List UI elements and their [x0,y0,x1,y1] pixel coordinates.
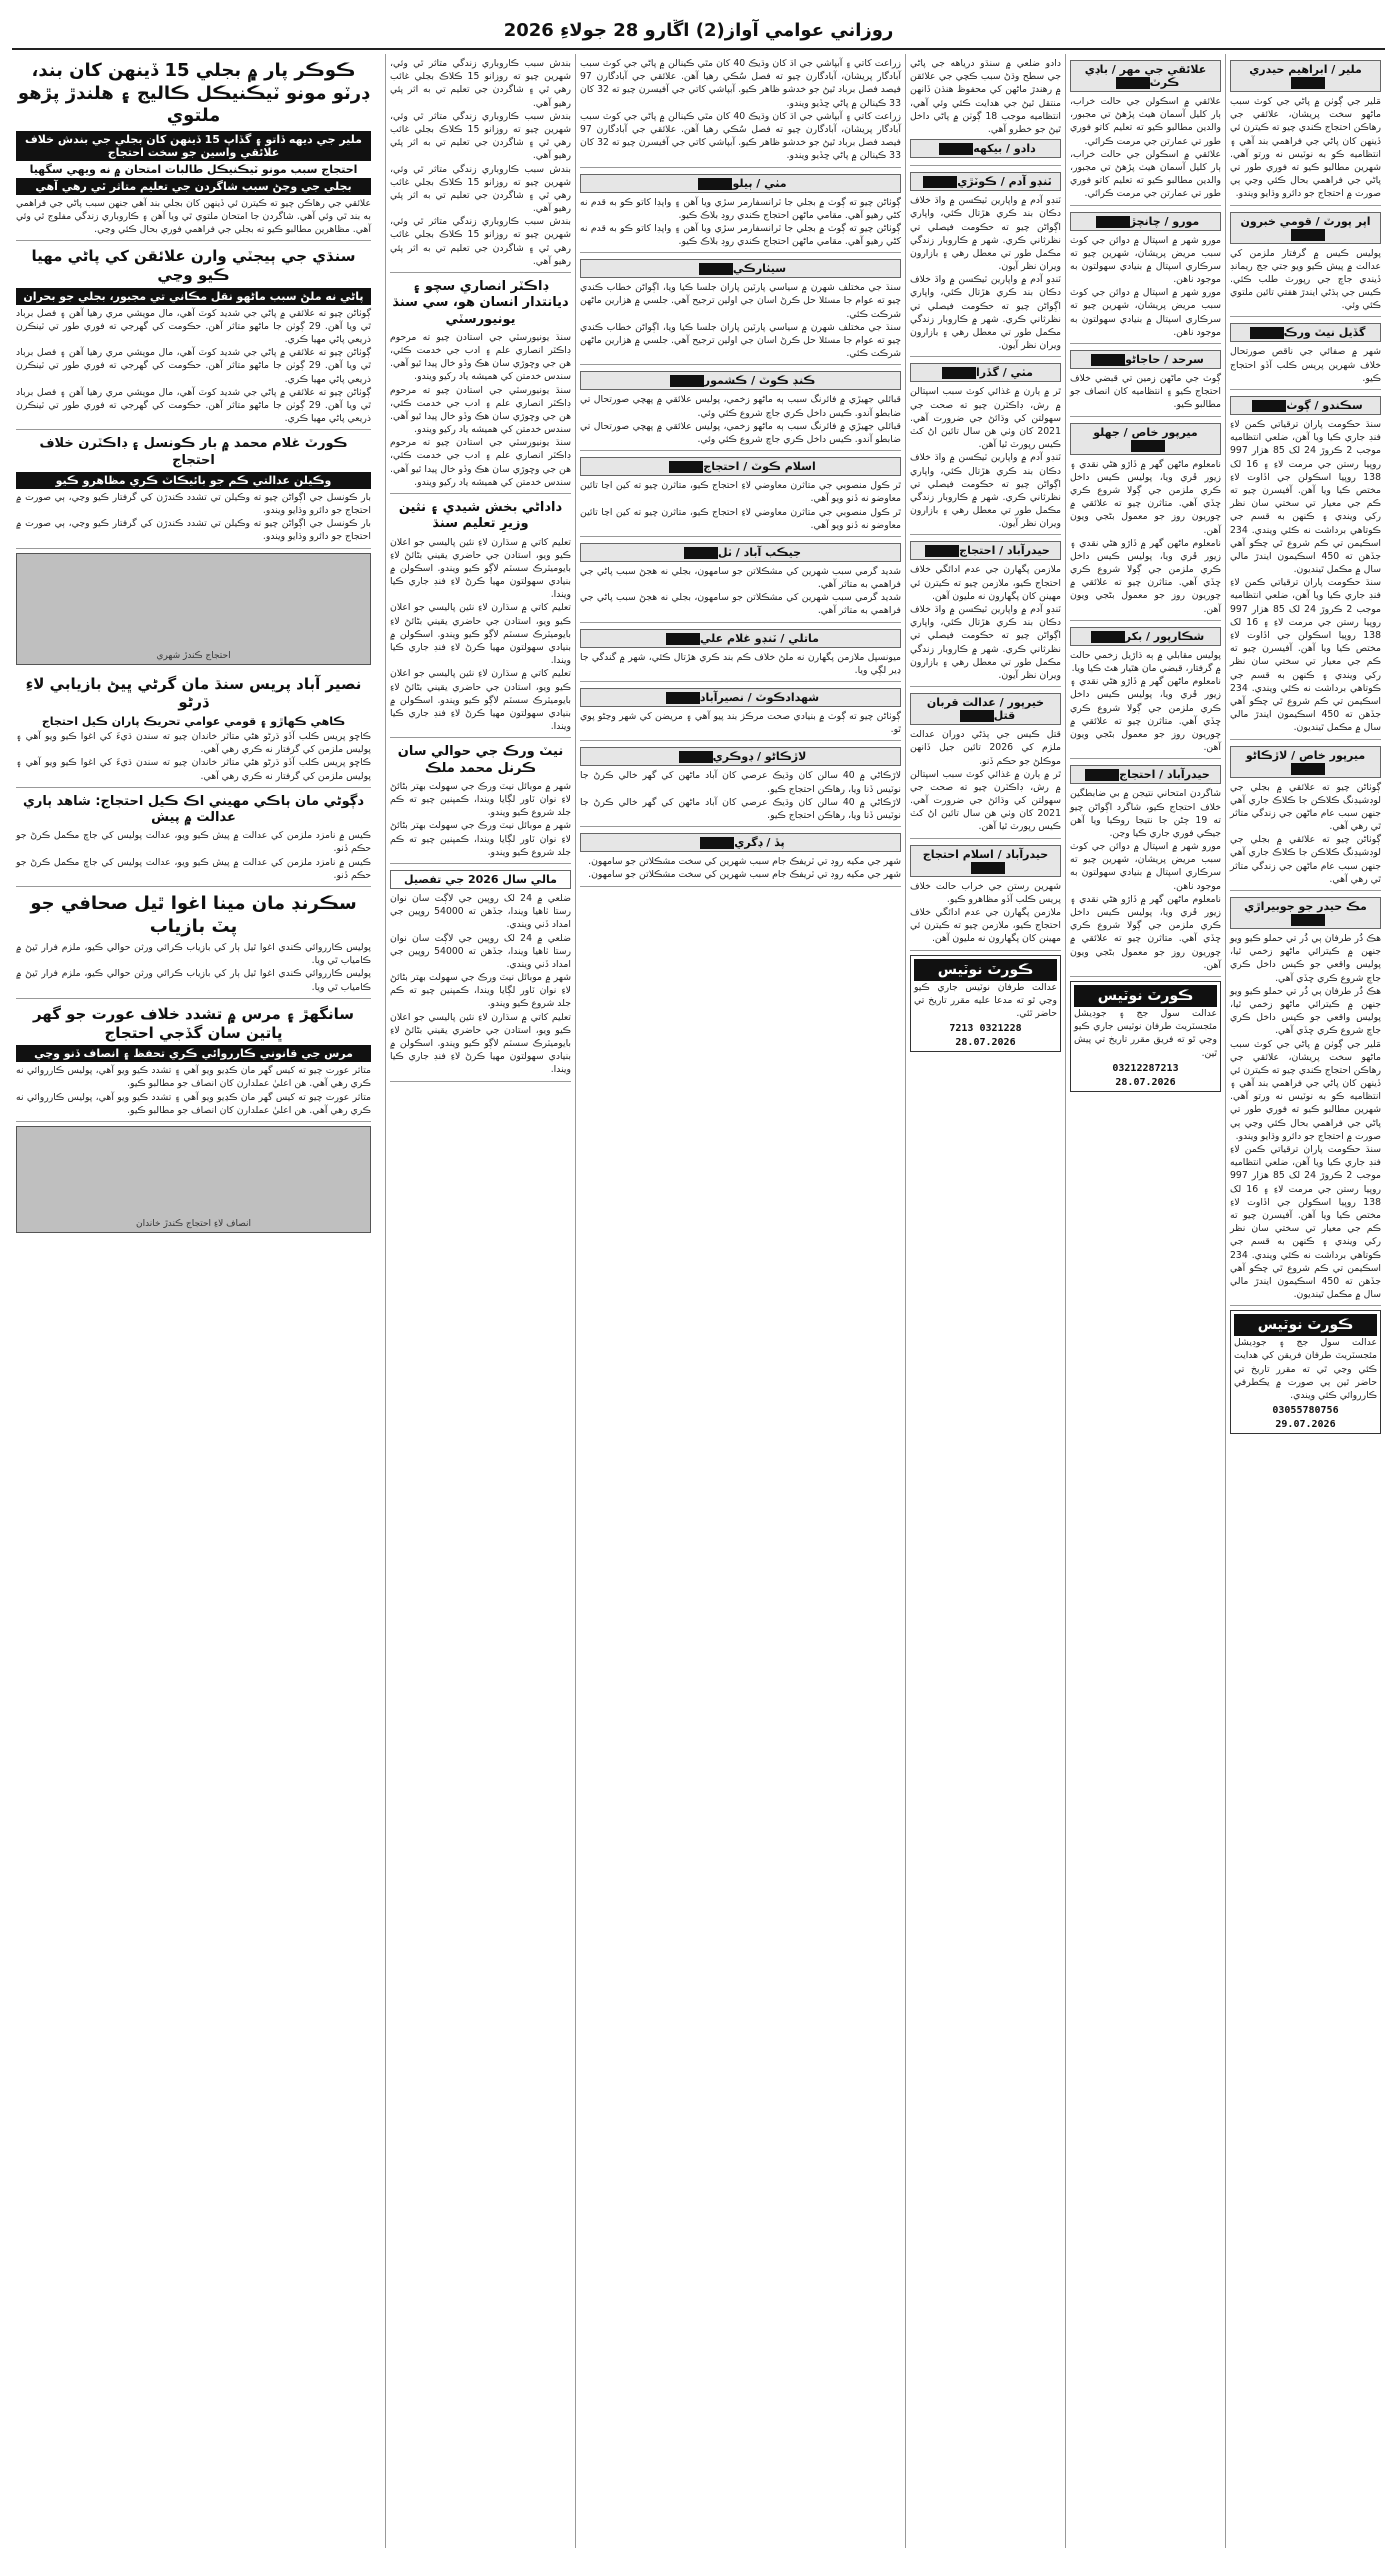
story [580,451,901,537]
story-body: ڳوٺاڻن چيو ته ڳوٺ ۾ بجلي جا ٽرانسفارمر سڙي ويا آهن ۽ واپڊا کاتو ڪو به قدم نه کڻي رهيو آهي. مقامي ماڻهن احتجاج ڪندي روڊ بلاڪ ڪيو. [580,196,901,221]
notice-body: عدالت طرفان نوٽيس جاري ڪيو وڃي ٿو ته مدعا عليه مقرر تاريخ تي حاضر ٿئي. [914,981,1057,1019]
story-body: علائقي ۾ اسڪولن جي حالت خراب، ٻار کليل آسمان هيٺ پڙهڻ تي مجبور، والدين مطالبو ڪيو ته تعليم کاتو فوري طور تي عمارتن جي مرمت ڪرائي. [1070,96,1221,147]
story [580,682,901,741]
story [1070,54,1221,206]
story-body: ڳوٺاڻن چيو ته ڳوٺ ۾ بجلي جا ٽرانسفارمر سڙي ويا آهن ۽ واپڊا کاتو ڪو به قدم نه کڻي رهيو آهي. مقامي ماڻهن احتجاج ڪندي روڊ بلاڪ ڪيو. [580,222,901,248]
notice-body: عدالت سول جج ۽ جوڊيشل مئجسٽريٽ طرفان نوٽيس جاري ڪيو وڃي ٿو ته فريق مقرر تاريخ تي پيش ٿين. [1074,1007,1217,1059]
story [910,687,1061,839]
story-body: ٿر ڪول منصوبي جي متاثرن معاوضي لاءِ احتجاج ڪيو، متاثرن چيو ته کين اڃا تائين معاوضو نه ڏنو ويو آهي. [580,480,901,505]
notice-phone: 03055780756 [1272,1405,1339,1417]
story-body: سنڌ حڪومت پاران ترقياتي ڪمن لاءِ فنڊ جاري ڪيا ويا آهن، ضلعي انتظاميه موجب 2 ڪروڙ 24 لک 85 هزار 997 روپيا رستن جي مرمت لاءِ ۽ 16 لک 138 روپيا اسڪولن جي اڏاوت لاءِ مختص ڪيا ويا آهن. آفيسرن چيو ته ڪم جي معيار تي سختي سان نظر رکي ويندي ۽ ڪنهن به قسم جي ڪوتاهي برداشت نه ڪئي ويندي. 234 اسڪيمن تي ڪم شروع ٿي چڪو آهي جڏهن ته 450 اسڪيمون ايندڙ مالي سال ۾ مڪمل ٿينديون. [1230,419,1382,576]
story-body: ٿر ۾ ٻارن ۾ غذائي کوٽ سبب اسپتالن ۾ رش، ڊاڪٽرن چيو ته صحت جي سهولتن کي وڌائڻ جي ضرورت آهي. 2021 کان وٺي هن سال تائين اڻ کٽ ڪيس رپورٽ ٿيا آهن. [910,768,1061,833]
story-body: سنڌ يونيورسٽي جي استادن چيو ته مرحوم ڊاڪٽر انصاري علم ۽ ادب جي خدمت ڪئي، هن جي وڇوڙي سان هڪ وڏو خال پيدا ٿيو آهي. سندس خدمتن کي هميشه ياد رکيو ويندو. [390,384,571,436]
court-notice [910,955,1061,1053]
story-body: شهرين رستن جي خراب حالت خلاف پريس ڪلب آڏو مظاهرو ڪيو. [910,880,1061,905]
story-body: تعليم کاتي ۾ سڌارن لاءِ نئين پاليسي جو اعلان ڪيو ويو، استادن جي حاضري يقيني بڻائڻ لاءِ بايوميٽرڪ سسٽم لاڳو ڪيو ويندو. اسڪولن ۾ بنيادي سهولتون مهيا ڪرڻ لاءِ فنڊ جاري ڪيا ويندا. [390,1011,571,1076]
story-body: پوليس ڪارروائي ڪندي اغوا ٿيل ٻار کي بازياب ڪرائي ورثن حوالي ڪيو، ملزم فرار ٿيڻ ۾ ڪامياب ٿي ويا. [16,968,371,993]
story-body: هڪ ڌُر طرفان ٻي ڌُر تي حملو ڪيو ويو جنهن ۾ ڪيترائي ماڻهو زخمي ٿيا، پوليس واقعي جو ڪيس داخل ڪري جاچ شروع ڪري ڇڏي آهي. [1230,985,1381,1037]
story [1230,317,1381,390]
story-body: ملازمن پگهارن جي عدم ادائگي خلاف احتجاج ڪيو، ملازمن چيو ته ڪيترن ئي مهينن کان پگهارون نه مليون آهن. [910,907,1061,945]
story-body: شهر جي مکيه روڊ تي ٽريفڪ جام سبب شهرين کي سخت مشڪلاتن جو سامهون. [588,869,901,881]
story [910,54,1061,166]
notice-body: عدالت سول جج ۽ جوڊيشل مئجسٽريٽ طرفان فريقن کي هدايت ڪئي وڃي ٿي ته مقرر تاريخ تي حاضر ٿين ٻي صورت ۾ يڪطرفي ڪارروائي ڪئي ويندي. [1234,1337,1377,1401]
photo-caption: انصاف لاءِ احتجاج ڪندڙ خاندان [135,1219,252,1229]
story-body: سنڌ يونيورسٽي جي استادن چيو ته مرحوم ڊاڪٽر انصاري علم ۽ ادب جي خدمت ڪئي، هن جي وڇوڙي سان هڪ وڏو خال پيدا ٿيو آهي. سندس خدمتن کي هميشه ياد رکيو ويندو. [390,331,571,383]
story-body: متاثر عورت چيو ته کيس گهر مان ڪڍيو ويو آهي ۽ تشدد ڪيو ويو آهي، پوليس ڪارروائي نه ڪري رهي آهي. هن اعليٰ عملدارن کان انصاف جو مطالبو ڪيو. [16,1091,371,1116]
story-headline: نصير آباد پريس سنڌ مان گرڻي ڀيڻ بازيابي لاءِ ڌرڻو [25,674,362,712]
masthead-title: روزاني عوامي آواز(2) اڱارو 28 جولاءِ 2026 [503,19,894,41]
section-header: حيدرآباد / احتجاج [1070,765,1221,784]
story [580,741,901,827]
page-masthead [12,12,1385,50]
story [580,54,901,168]
notice-title: ڪورٽ نوٽيس [914,959,1057,981]
story-body: متاثر عورت چيو ته کيس گهر مان ڪڍيو ويو آهي ۽ تشدد ڪيو ويو آهي، پوليس ڪارروائي نه ڪري رهي آهي. هن اعليٰ عملدارن کان انصاف جو مطالبو ڪيو. [16,1065,371,1090]
section-header: ميرپور خاص / لاڙڪاڻو [1230,746,1381,778]
section-header: مڪ حيدر جو جوبيراڙي [1230,897,1381,929]
story-body: نامعلوم ماڻهن گهر ۾ ڏاڙو هڻي نقدي ۽ زيور ڦري ويا، پوليس ڪيس داخل ڪري ملزمن جي ڳولا شروع ڪري ڇڏي آهي. متاثرن چيو ته علائقي ۾ چوريون روز جو معمول بڻجي ويون آهن. [1070,893,1221,971]
story-body: پوليس ڪيس ۾ گرفتار ملزمن کي عدالت ۾ پيش ڪيو ويو جتي جج ريمانڊ ڏيندي جاچ جي رپورٽ طلب ڪئي. ڪيس جي ٻڌڻي ايندڙ هفتي تائين ملتوي ڪئي وئي. [1230,247,1381,312]
column-left-2 [385,54,575,2548]
story-body: قتل ڪيس جي ٻڌڻي دوران عدالت ملزم کي 2026 تائين جيل ڏانهن موڪلڻ جو حڪم ڏنو. [910,729,1061,767]
column-middle [575,54,905,2548]
story [390,273,571,494]
section-header: ڪنڊ ڪوٽ / ڪشمور [580,371,901,390]
story-body: ميونسپل ملازمن پگهارن نه ملڻ خلاف ڪم بند ڪري هڙتال ڪئي، شهر ۾ گندگي جا ڍير لڳي ويا. [580,651,901,676]
story-body: هڪ ڌُر طرفان ٻي ڌُر تي حملو ڪيو ويو جنهن ۾ ڪيترائي ماڻهو زخمي ٿيا، پوليس واقعي جو ڪيس داخل ڪري جاچ شروع ڪري ڇڏي آهي. [1230,933,1381,984]
story-body: سنڌ حڪومت پاران ترقياتي ڪمن لاءِ فنڊ جاري ڪيا ويا آهن، ضلعي انتظاميه موجب 2 ڪروڙ 24 لک 85 هزار 997 روپيا رستن جي مرمت لاءِ ۽ 16 لک 138 روپيا اسڪولن جي اڏاوت لاءِ مختص ڪيا ويا آهن. آفيسرن چيو ته ڪم جي معيار تي سختي سان نظر رکي ويندي ۽ ڪنهن به قسم جي ڪوتاهي برداشت نه ڪئي ويندي. 234 اسڪيمن تي ڪم شروع ٿي چڪو آهي جڏهن ته 450 اسڪيمون ايندڙ مالي سال ۾ مڪمل ٿينديون. [1230,577,1382,734]
court-notice [1070,981,1221,1092]
section-header: ميرپور خاص / جهلو [1070,423,1221,455]
section-header: سرحد / حاجاڻو [1070,350,1221,369]
story-headline: دڳوڻي مان ٻاڪي مهيني اڪ ڪيل احتجاج: شاهد ٻاري عدالت ۾ پيش [22,793,365,825]
story-body: ٿر ڪول منصوبي جي متاثرن معاوضي لاءِ احتجاج ڪيو، متاثرن چيو ته کين اڃا تائين معاوضو نه ڏنو ويو آهي. [580,506,901,531]
story [1070,417,1221,621]
section-header: ملير / ابراهيم حيدري [1230,60,1381,92]
story [910,535,1061,687]
section-header: مورو / چانچڙ [1070,212,1221,231]
story [16,788,371,887]
story-body: بندش سبب ڪاروباري زندگي متاثر ٿي وئي، شهرين چيو ته روزانو 15 ڪلاڪ بجلي غائب رهي ٿي ۽ شاگردن جي تعليم تي به اثر پئي رهيو آهي. [390,163,571,215]
section-header: دادو / بيکهه [910,139,1061,158]
story-body: شهر ۾ موبائل نيٽ ورڪ جي سهولت بهتر بڻائڻ لاءِ نوان ٽاور لڳايا ويندا، ڪمپنين چيو ته ڪم جلد شروع ڪيو ويندو. [390,780,571,819]
story [910,357,1061,535]
section-header: شهدادڪوٽ / نصيرآباد [580,688,901,707]
column-right-3 [905,54,1065,2548]
story [1070,344,1221,417]
story-body: شاگردن امتحاني نتيجن ۾ بي ضابطگين خلاف احتجاج ڪيو، شاگرد اڳواڻن چيو ته 19 ڄڻن جا نتيجا روڪيا ويا آهن جيڪي فوري جاري ڪيا وڃن. [1070,788,1221,839]
story-subheadline: پاڻي نه ملڻ سبب ماڻهو نقل مڪاني تي مجبور، بجلي جو بحران [16,288,371,305]
story-headline: سانگهڙ ۽ مرس ۾ تشدد خلاف عورت جو گهر ڀاتين سان گڏجي احتجاج [32,1004,355,1042]
story-body: سنڌ يونيورسٽي جي استادن چيو ته مرحوم ڊاڪٽر انصاري علم ۽ ادب جي خدمت ڪئي، هن جي وڇوڙي سان هڪ وڏو خال پيدا ٿيو آهي. سندس خدمتن کي هميشه ياد رکيو ويندو. [390,437,571,488]
notice-date: 29.07.2026 [1275,1419,1336,1431]
story [16,430,371,548]
section-header: حيدرآباد / احتجاج [910,541,1061,560]
story-body: ڳوٺاڻن چيو ته علائقي ۾ پاڻي جي شديد کوٽ آهي، مال مويشي مري رهيا آهن ۽ فصل برباد ٿي ويا آهن. 29 ڳوٺن جا ماڻهو متاثر آهن. حڪومت کي گهرجي ته فوري طور تي ٽينڪرن ذريعي پاڻي مهيا ڪري. [16,386,371,425]
story-body: ٽنڊو آدم ۾ واپارين ٽيڪسن ۾ واڌ خلاف دڪان بند ڪري هڙتال ڪئي، واپاري اڳواڻن چيو ته حڪومت فيصلي تي نظرثاني ڪري. شهر ۾ ڪاروبار زندگي مڪمل طور تي معطل رهي ۽ بازارون ويران نظر آيون. [910,274,1061,352]
story [390,494,571,738]
section-header: خيرپور / عدالت قربان قتل [910,693,1061,725]
notice-phone: 03212287213 [1112,1062,1179,1074]
story-body: قبائلي جهيڙي ۾ فائرنگ سبب ٻه ماڻهو زخمي، پوليس علائقي ۾ پهچي صورتحال تي ضابطو آندو. ڪيس داخل ڪري جاچ شروع ڪئي وئي. [580,420,901,445]
story [910,839,1061,951]
court-notice [1230,1310,1381,1434]
story-subheadline: ڪاهي ڪهاڙو ۽ قومي عوامي تحريڪ پاران ڪيل احتجاج [41,715,346,728]
story-body: ڳوٺاڻن چيو ته علائقي ۾ پاڻي جي شديد کوٽ آهي، مال مويشي مري رهيا آهن ۽ فصل برباد ٿي ويا آهن. 29 ڳوٺن جا ماڻهو متاثر آهن. حڪومت کي گهرجي ته فوري طور تي ٽينڪرن ذريعي پاڻي مهيا ڪري. [16,307,371,345]
story [390,864,571,1082]
story-subheadline: وڪيلن عدالتي ڪم جو بائيڪاٽ ڪري مظاهرو ڪيو [16,472,371,489]
story-body: بار ڪونسل جي اڳواڻن چيو ته وڪيلن تي تشدد ڪندڙن کي گرفتار ڪيو وڃي، ٻي صورت ۾ احتجاج جو دائرو وڌايو ويندو. [16,491,371,516]
column-far-right [1225,54,1385,2548]
story-body: تعليم کاتي ۾ سڌارن لاءِ نئين پاليسي جو اعلان ڪيو ويو، استادن جي حاضري يقيني بڻائڻ لاءِ بايوميٽرڪ سسٽم لاڳو ڪيو ويندو. اسڪولن ۾ بنيادي سهولتون مهيا ڪرڻ لاءِ فنڊ جاري ڪيا ويندا. [390,602,571,667]
story-body: سنڌ جي مختلف شهرن ۾ سياسي پارٽين پاران جلسا ڪيا ويا، اڳواڻن خطاب ڪندي چيو ته عوام جا مسئلا حل ڪرڻ اسان جي اولين ترجيح آهي. جلسي ۾ هزارين ماڻهن شرڪت ڪئي. [580,282,901,320]
columns [12,54,1385,2548]
story [580,365,901,451]
section-header: سيٺارڪي [580,259,901,278]
story-body: مَلير جي ڳوٺن ۾ پاڻي جي کوٽ سبب ماڻهو سخت پريشان، علائقي جي رهاڪن احتجاج ڪندي چيو ته ڪيترن ئي ڏينهن کان پاڻي جي فراهمي بند آهي ۽ انتظاميه ڪو به نوٽيس نه ورتو آهي. شهرين مطالبو ڪيو ته فوري طور تي پاڻي جي فراهمي بحال ڪئي وڃي ٻي صورت ۾ احتجاج جو دائرو وڌايو ويندو. [1229,96,1381,200]
section-header: شڪارپور / بکر [1070,627,1221,646]
story-headline: ڊاڪٽر انصاري سچو ۽ ديانتدار انسان هو، سي سنڌ يونيورسٽي [392,279,569,327]
lead-subheadline: بجلي جي وڃڻ سبب شاگردن جي تعليم متاثر ٿي رهي آهي [16,178,371,195]
story-body: شهر جي مکيه روڊ تي ٽريفڪ جام سبب شهرين کي سخت مشڪلاتن جو سامهون. [588,856,901,868]
story-body: زراعت کاتي ۽ آبپاشي جي اڌ کان وڌيڪ 40 کان مٿي ڪينالن ۾ پاڻي جي کوٽ سبب آبادگار پريشان، آبادگارن چيو ته فصل سُڪي رهيا آهن. علائقي جي آبادگارن 97 فيصد فصل برباد ٿيڻ جو خدشو ظاهر ڪيو. آبپاشي کاتي جي آفيسرن چيو ته 32 کان 33 ڪينالن ۾ پاڻي ڇڏيو ويندو. [580,58,901,109]
story-body: سنڌ جي مختلف شهرن ۾ سياسي پارٽين پاران جلسا ڪيا ويا، اڳواڻن خطاب ڪندي چيو ته عوام جا مسئلا حل ڪرڻ اسان جي اولين ترجيح آهي. جلسي ۾ هزارين ماڻهن شرڪت ڪئي. [580,321,901,360]
section-header: مٺي / ٻيلو [580,174,901,193]
protest-photo [16,553,371,665]
story-body: مورو شهر ۾ اسپتال ۾ دوائن جي کوٽ سبب مريض پريشان، شهرين چيو ته سرڪاري اسپتال ۾ بنيادي سهولتون به موجود ناهن. [1070,287,1221,338]
story [390,738,571,864]
story-body: ڳوٺاڻن چيو ته علائقي ۾ بجلي جي لوڊشيڊنگ ڪلاڪن جا ڪلاڪ جاري آهي جنهن سبب عام ماڻهن جي زندگي متاثر ٿي رهي آهي. [1230,781,1381,833]
story-body: ضلعي ۾ 24 لک روپين جي لاڳت سان نوان رستا ٺاهيا ويندا، جڏهن ته 54000 روپين جي امداد ڏني ويندي. [390,892,571,931]
photo-caption: احتجاج ڪندڙ شهري [156,650,231,661]
story-body: ٽنڊو آدم ۾ واپارين ٽيڪسن ۾ واڌ خلاف دڪان بند ڪري هڙتال ڪئي، واپاري اڳواڻن چيو ته حڪومت فيصلي تي نظرثاني ڪري. شهر ۾ ڪاروبار زندگي مڪمل طور تي معطل رهي ۽ بازارون ويران نظر آيون. [910,195,1061,273]
section-header: ٽنڊو آدم / ڪوٽڙي [910,172,1061,191]
story-body: شديد گرمي سبب شهرين کي مشڪلاتن جو سامهون، بجلي نه هجڻ سبب پاڻي جي فراهمي به متاثر آهي. [580,592,901,617]
story-body: علائقي ۾ اسڪولن جي حالت خراب، ٻار کليل آسمان هيٺ پڙهڻ تي مجبور، والدين مطالبو ڪيو ته تعليم کاتو فوري طور تي عمارتن جي مرمت ڪرائي. [1070,148,1221,200]
notice-phone: 0321228 7213 [949,1023,1022,1035]
story-headline: داداڻي بخش شيدي ۽ نثين وزيرِ تعليم سنڌ [398,500,563,532]
story-body: ڪاڇو پريس ڪلب آڏو ڌرڻو هڻي متاثر خاندان چيو ته سندن ڌيءَ کي اغوا ڪيو ويو آهي ۽ پوليس ملزمن کي گرفتار نه ڪري رهي آهي. [16,731,371,756]
notice-date: 28.07.2026 [955,1037,1016,1049]
story-body: ڪيس ۾ نامزد ملزمن کي عدالت ۾ پيش ڪيو ويو، عدالت پوليس کي جاچ مڪمل ڪرڻ جو حڪم ڏنو. [16,856,371,881]
story [1230,740,1381,892]
notice-date: 28.07.2026 [1115,1076,1176,1088]
story-body: دادو ضلعي ۾ سنڌو درياهه جي پاڻي جي سطح وڌڻ سبب ڪچي جي علائقن ۾ رهندڙ ماڻهن کي محفوظ هنڌن ڏانهن منتقل ٿيڻ جي هدايت ڪئي وئي آهي، انتظاميه موجب 18 ڳوٺن ۾ پاڻي داخل ٿيڻ جو خطرو آهي. [910,58,1061,135]
section-header: اپر پورٽ / قومي خبرون [1230,212,1381,244]
section-header: اسلام ڪوٽ / احتجاج [580,457,901,476]
story-body: زراعت کاتي ۽ آبپاشي جي اڌ کان وڌيڪ 40 کان مٿي ڪينالن ۾ پاڻي جي کوٽ سبب آبادگار پريشان، آبادگارن چيو ته فصل سُڪي رهيا آهن. علائقي جي آبادگارن 97 فيصد فصل برباد ٿيڻ جو خدشو ظاهر ڪيو. آبپاشي کاتي جي آفيسرن چيو ته 32 کان 33 ڪينالن ۾ پاڻي ڇڏيو ويندو. [580,110,901,162]
story-body: پوليس مقابلي ۾ ٻه ڌاڙيل زخمي حالت ۾ گرفتار، قبضي مان هٿيار هٿ ڪيا ويا. [1070,649,1221,674]
story [580,827,901,886]
story [580,623,901,682]
story-body: ڳوٺاڻن چيو ته علائقي ۾ بجلي جي لوڊشيڊنگ ڪلاڪن جا ڪلاڪ جاري آهي جنهن سبب عام ماڻهن جي زندگي متاثر ٿي رهي آهي. [1230,834,1381,885]
section-header: علائقي جي مهر / باڊي ڪرٽ [1070,60,1221,92]
notice-title: ڪورٽ نوٽيس [1234,1314,1377,1336]
story-body: تعليم کاتي ۾ سڌارن لاءِ نئين پاليسي جو اعلان ڪيو ويو، استادن جي حاضري يقيني بڻائڻ لاءِ بايوميٽرڪ سسٽم لاڳو ڪيو ويندو. اسڪولن ۾ بنيادي سهولتون مهيا ڪرڻ لاءِ فنڊ جاري ڪيا ويندا. [390,668,571,733]
story-headline: سنڌي جي ٻيجٽي وارن علائقن کي پاڻي مهيا ڪيو وڃي [31,247,356,284]
column-right-2 [1065,54,1225,2548]
lead-subheadline: احتجاج سبب مونو ٽيڪنيڪل طالبات امتحان ۾ نه ويهي سگهيا [29,162,358,176]
story-body: قبائلي جهيڙي ۾ فائرنگ سبب ٻه ماڻهو زخمي، پوليس علائقي ۾ پهچي صورتحال تي ضابطو آندو. ڪيس داخل ڪري جاچ شروع ڪئي وئي. [580,394,901,419]
story [1070,759,1221,977]
newspaper-page [12,12,1385,2548]
section-header: مالي سال 2026 جي تفصيل [390,870,571,889]
story-body: ڪيس ۾ نامزد ملزمن کي عدالت ۾ پيش ڪيو ويو، عدالت پوليس کي جاچ مڪمل ڪرڻ جو حڪم ڏنو. [16,830,371,855]
story-body: شهر ۾ موبائل نيٽ ورڪ جي سهولت بهتر بڻائڻ لاءِ نوان ٽاور لڳايا ويندا، ڪمپنين چيو ته ڪم جلد شروع ڪيو ويندو. [390,972,571,1010]
story-headline: نيٽ ورڪ جي حوالي سان ڪرنل محمد ملڪ [397,744,564,776]
section-header: گڏيل نيٽ ورڪ [1230,323,1381,342]
story-body: ڳوٺ جي ماڻهن زمين تي قبضي خلاف احتجاج ڪيو ۽ انتظاميه کان انصاف جو مطالبو ڪيو. [1070,373,1221,411]
story-body: بندش سبب ڪاروباري زندگي متاثر ٿي وئي، شهرين چيو ته روزانو 15 ڪلاڪ بجلي غائب رهي ٿي ۽ شاگردن جي تعليم تي به اثر پئي رهيو آهي. [390,216,571,267]
story-body: ٿر ۾ ٻارن ۾ غذائي کوٽ سبب اسپتالن ۾ رش، ڊاڪٽرن چيو ته صحت جي سهولتن کي وڌائڻ جي ضرورت آهي. 2021 کان وٺي هن سال تائين اڻ کٽ ڪيس رپورٽ ٿيا آهن. [910,386,1061,451]
story-body: تعليم کاتي ۾ سڌارن لاءِ نئين پاليسي جو اعلان ڪيو ويو، استادن جي حاضري يقيني بڻائڻ لاءِ بايوميٽرڪ سسٽم لاڳو ڪيو ويندو. اسڪولن ۾ بنيادي سهولتون مهيا ڪرڻ لاءِ فنڊ جاري ڪيا ويندا. [390,536,571,601]
lead-story [16,54,371,241]
story-body: نامعلوم ماڻهن گهر ۾ ڏاڙو هڻي نقدي ۽ زيور ڦري ويا، پوليس ڪيس داخل ڪري ملزمن جي ڳولا شروع ڪري ڇڏي آهي. متاثرن چيو ته علائقي ۾ چوريون روز جو معمول بڻجي ويون آهن. [1070,537,1221,615]
column-far-left [12,54,375,2548]
story-body: مَلير جي ڳوٺن ۾ پاڻي جي کوٽ سبب ماڻهو سخت پريشان، علائقي جي رهاڪن احتجاج ڪندي چيو ته ڪيترن ئي ڏينهن کان پاڻي جي فراهمي بند آهي ۽ انتظاميه ڪو به نوٽيس نه ورتو آهي. شهرين مطالبو ڪيو ته فوري طور تي پاڻي جي فراهمي بحال ڪئي وڃي ٻي صورت ۾ احتجاج جو دائرو وڌايو ويندو. [1229,1038,1381,1142]
story-body: بندش سبب ڪاروباري زندگي متاثر ٿي وئي، شهرين چيو ته روزانو 15 ڪلاڪ بجلي غائب رهي ٿي ۽ شاگردن جي تعليم تي به اثر پئي رهيو آهي. [390,58,571,109]
story-body: علائقي جي رهاڪن چيو ته ڪيترن ئي ڏينهن کان بجلي بند آهي جنهن سبب پاڻي جي فراهمي به بند ٿي وئي آهي. شاگردن جا امتحان ملتوي ٿي ويا آهن ۽ ڪاروباري زندگي مفلوج ٿي وئي آهي. مظاهرين مطالبو ڪيو ته بجلي جي فراهمي فوري بحال ڪئي وڃي. [16,197,371,235]
story [390,54,571,273]
story-body: لاڙڪاڻي ۾ 40 سالن کان وڌيڪ عرصي کان آباد ماڻهن کي گهر خالي ڪرڻ جا نوٽيس ڏنا ويا، رهاڪن احتجاج ڪيو. [580,796,901,821]
story [910,166,1061,357]
lead-subheadline: ملير جي ديهه ڏاتو ۽ گڏاپ 15 ڏينهن کان بجلي جي بندش خلاف علائقي واسين جو سخت احتجاج [16,131,371,161]
section-header: لاڙڪاڻو / ڊوڪري [580,747,901,766]
story-body: نامعلوم ماڻهن گهر ۾ ڏاڙو هڻي نقدي ۽ زيور ڦري ويا، پوليس ڪيس داخل ڪري ملزمن جي ڳولا شروع ڪري ڇڏي آهي. متاثرن چيو ته علائقي ۾ چوريون روز جو معمول بڻجي ويون آهن. [1070,676,1221,754]
story [1070,206,1221,345]
story [1230,891,1381,1306]
story [580,253,901,365]
story [16,999,371,1122]
story-headline: ڪورٽ غلام محمد ۾ بار ڪونسل ۽ ڊاڪٽرن خلاف احتجاج [39,436,348,468]
story-body: بندش سبب ڪاروباري زندگي متاثر ٿي وئي، شهرين چيو ته روزانو 15 ڪلاڪ بجلي غائب رهي ٿي ۽ شاگردن جي تعليم تي به اثر پئي رهيو آهي. [390,110,571,162]
story-body: ڪاڇو پريس ڪلب آڏو ڌرڻو هڻي متاثر خاندان چيو ته سندن ڌيءَ کي اغوا ڪيو ويو آهي ۽ پوليس ملزمن کي گرفتار نه ڪري رهي آهي. [16,757,371,782]
section-header: جيڪب آباد / ٺل [580,543,901,562]
story-body: پوليس ڪارروائي ڪندي اغوا ٿيل ٻار کي بازياب ڪرائي ورثن حوالي ڪيو، ملزم فرار ٿيڻ ۾ ڪامياب ٿي ويا. [16,942,371,967]
family-photo [16,1126,371,1233]
story-body: ضلعي ۾ 24 لک روپين جي لاڳت سان نوان رستا ٺاهيا ويندا، جڏهن ته 54000 روپين جي امداد ڏني ويندي. [390,932,571,970]
story-body: شهر ۾ موبائل نيٽ ورڪ جي سهولت بهتر بڻائڻ لاءِ نوان ٽاور لڳايا ويندا، ڪمپنين چيو ته ڪم جلد شروع ڪيو ويندو. [390,820,571,858]
notice-title: ڪورٽ نوٽيس [1074,985,1217,1007]
story-body: شديد گرمي سبب شهرين کي مشڪلاتن جو سامهون، بجلي نه هجڻ سبب پاڻي جي فراهمي به متاثر آهي. [580,565,901,591]
story-body: ٽنڊو آدم ۾ واپارين ٽيڪسن ۾ واڌ خلاف دڪان بند ڪري هڙتال ڪئي، واپاري اڳواڻن چيو ته حڪومت فيصلي تي نظرثاني ڪري. شهر ۾ ڪاروبار زندگي مڪمل طور تي معطل رهي ۽ بازارون ويران نظر آيون. [910,604,1061,681]
story [580,537,901,623]
story [16,669,371,788]
section-header: پڏ / ڊگري [580,833,901,852]
story-body: سنڌ حڪومت پاران ترقياتي ڪمن لاءِ فنڊ جاري ڪيا ويا آهن، ضلعي انتظاميه موجب 2 ڪروڙ 24 لک 85 هزار 997 روپيا رستن جي مرمت لاءِ ۽ 16 لک 138 روپيا اسڪولن جي اڏاوت لاءِ مختص ڪيا ويا آهن. آفيسرن چيو ته ڪم جي معيار تي سختي سان نظر رکي ويندي ۽ ڪنهن به قسم جي ڪوتاهي برداشت نه ڪئي ويندي. 234 اسڪيمن تي ڪم شروع ٿي چڪو آهي جڏهن ته 450 اسڪيمون ايندڙ مالي سال ۾ مڪمل ٿينديون. [1230,1144,1382,1301]
story-body: لاڙڪاڻي ۾ 40 سالن کان وڌيڪ عرصي کان آباد ماڻهن کي گهر خالي ڪرڻ جا نوٽيس ڏنا ويا، رهاڪن احتجاج ڪيو. [580,770,901,795]
section-header: مٺي / گڏرا [910,363,1061,382]
story [16,887,371,999]
story-body: ملازمن پگهارن جي عدم ادائگي خلاف احتجاج ڪيو، ملازمن چيو ته ڪيترن ئي مهينن کان پگهارون نه مليون آهن. [910,564,1061,602]
story [580,168,901,254]
story-body: مورو شهر ۾ اسپتال ۾ دوائن جي کوٽ سبب مريض پريشان، شهرين چيو ته سرڪاري اسپتال ۾ بنيادي سهولتون به موجود ناهن. [1070,234,1221,286]
story [1230,390,1381,740]
story-body: ٽنڊو آدم ۾ واپارين ٽيڪسن ۾ واڌ خلاف دڪان بند ڪري هڙتال ڪئي، واپاري اڳواڻن چيو ته حڪومت فيصلي تي نظرثاني ڪري. شهر ۾ ڪاروبار زندگي مڪمل طور تي معطل رهي ۽ بازارون ويران نظر آيون. [910,452,1061,530]
story-subheadline: مرس جي قانوني ڪارروائي ڪري تحفظ ۽ انصاف ڏنو وڃي [16,1045,371,1062]
section-header: سڪندو / ڳوٺ [1230,396,1381,415]
story [1230,54,1381,206]
section-header: حيدرآباد / اسلام احتجاج [910,845,1061,877]
section-header: ماتلي / ٽنڊو غلام علي [580,629,901,648]
lead-headline: ڪوڪر پار ۾ بجلي 15 ڏينهن کان بند، ڊرٽو مونو ٽيڪنيڪل ڪاليج ۽ هلندڙ پڙهو ملتوي [17,60,370,126]
story-body: بار ڪونسل جي اڳواڻن چيو ته وڪيلن تي تشدد ڪندڙن کي گرفتار ڪيو وڃي، ٻي صورت ۾ احتجاج جو دائرو وڌايو ويندو. [16,518,371,543]
story-body: نامعلوم ماڻهن گهر ۾ ڏاڙو هڻي نقدي ۽ زيور ڦري ويا، پوليس ڪيس داخل ڪري ملزمن جي ڳولا شروع ڪري ڇڏي آهي. متاثرن چيو ته علائقي ۾ چوريون روز جو معمول بڻجي ويون آهن. [1070,458,1221,536]
story [1230,206,1381,318]
story-body: ڳوٺاڻن چيو ته ڳوٺ ۾ بنيادي صحت مرڪز بند پيو آهي ۽ مريضن کي شهر وڃڻو پوي ٿو. [580,711,901,736]
story-body: شهر ۾ صفائي جي ناقص صورتحال خلاف شهرين پريس ڪلب آڏو احتجاج ڪيو. [1230,346,1381,384]
story-headline: سڪرنڊ مان مينا اغوا ٿيل صحافي جو پٽ بازياب [30,893,357,937]
story-body: مورو شهر ۾ اسپتال ۾ دوائن جي کوٽ سبب مريض پريشان، شهرين چيو ته سرڪاري اسپتال ۾ بنيادي سهولتون به موجود ناهن. [1070,841,1221,892]
story [1070,621,1221,760]
story [16,241,371,430]
story-body: ڳوٺاڻن چيو ته علائقي ۾ پاڻي جي شديد کوٽ آهي، مال مويشي مري رهيا آهن ۽ فصل برباد ٿي ويا آهن. 29 ڳوٺن جا ماڻهو متاثر آهن. حڪومت کي گهرجي ته فوري طور تي ٽينڪرن ذريعي پاڻي مهيا ڪري. [16,347,371,385]
